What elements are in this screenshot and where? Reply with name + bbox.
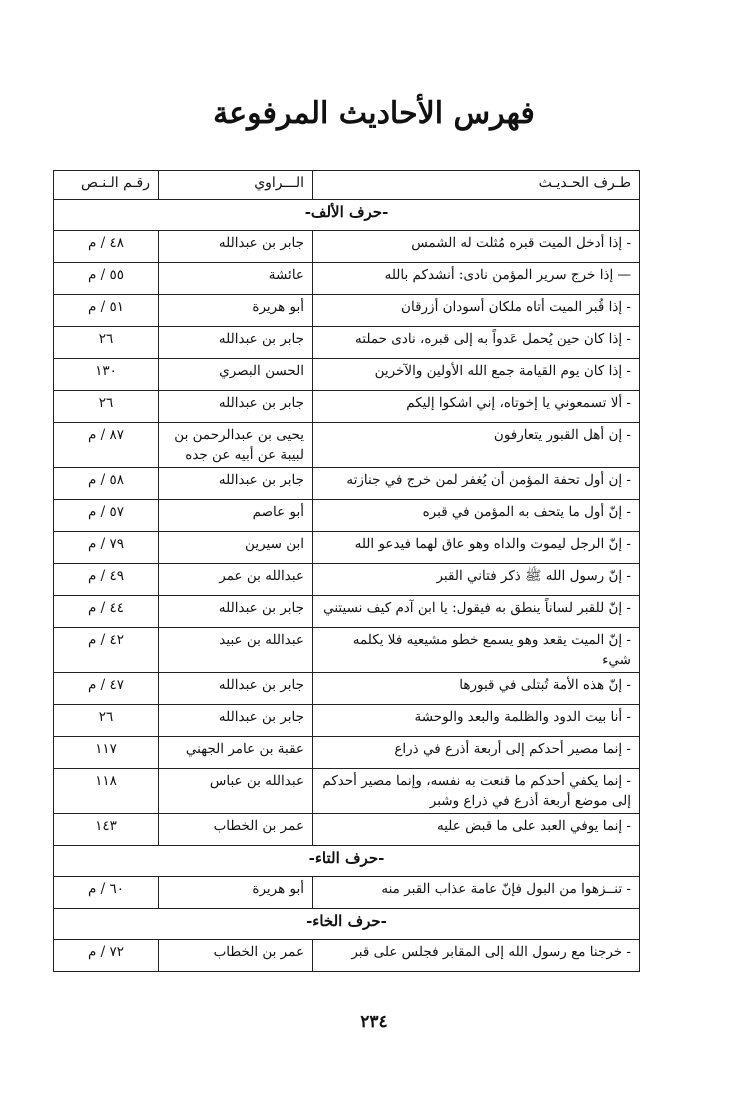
number-cell: ٢٦ [54,391,159,423]
hadith-cell: - إنما يكفي أحدكم ما قنعت به نفسه، وإنما مصير أحدكم إلى موضع أربعة أذرع في ذراع وشبر [313,769,640,814]
hadith-cell: - إنّ رسول الله ﷺ ذكر فتاني القبر [313,564,640,596]
hadith-cell: - إنّ أول ما يتحف به المؤمن في قبره [313,500,640,532]
section-row [54,200,640,231]
rawi-cell: أبو هريرة [159,877,313,909]
number-cell: ٨٧ / م [54,423,159,468]
hadith-cell: - إذا قُبر الميت أتاه ملكان أسودان أزرقان [313,295,640,327]
hadith-cell: - إنما يوفي العبد على ما قبض عليه [313,814,640,846]
header-rawi: الـــراوي [159,171,313,200]
hadith-cell: - إنّ هذه الأمة تُبتلى في قبورها [313,673,640,705]
hadith-cell: - إنّ الرجل ليموت والداه وهو عاق لهما فيدعو الله [313,532,640,564]
hadith-cell: - إن أهل القبور يتعارفون [313,423,640,468]
table-row [54,705,640,737]
table-row [54,877,640,909]
section-row [54,909,640,940]
number-cell: ٦٠ / م [54,877,159,909]
rawi-cell: جابر بن عبدالله [159,673,313,705]
hadith-cell: — إذا خرج سرير المؤمن نادى: أنشدكم بالله [313,263,640,295]
table-row [54,231,640,263]
table-header-row [54,171,640,200]
table-body [54,200,640,972]
page-number: ٢٣٤ [360,1012,388,1032]
table-row [54,359,640,391]
table-row [54,596,640,628]
rawi-cell: عقبة بن عامر الجهني [159,737,313,769]
table-row [54,500,640,532]
rawi-cell: أبو عاصم [159,500,313,532]
number-cell: ٢٦ [54,705,159,737]
table-row [54,391,640,423]
table-row [54,940,640,972]
rawi-cell: عبدالله بن عباس [159,769,313,814]
hadith-cell: - إذا كان حين يُحمل عَدواً به إلى قبره، نادى حملته [313,327,640,359]
table-row [54,263,640,295]
table-row [54,564,640,596]
hadith-cell: - تنــزهوا من البول فإنّ عامة عذاب القبر منه [313,877,640,909]
hadith-cell: - أنا بيت الدود والظلمة والبعد والوحشة [313,705,640,737]
number-cell: ٢٦ [54,327,159,359]
hadith-cell: - إذا أدخل الميت قبره مُثلت له الشمس [313,231,640,263]
rawi-cell: عمر بن الخطاب [159,940,313,972]
number-cell: ٥٥ / م [54,263,159,295]
hadith-cell: - إذا كان يوم القيامة جمع الله الأولين والآخرين [313,359,640,391]
table-row [54,628,640,673]
hadith-cell: - إنما مصير أحدكم إلى أربعة أذرع في ذراع [313,737,640,769]
number-cell: ٧٢ / م [54,940,159,972]
section-label: -حرف الألف- [54,200,640,231]
hadith-cell: - إنّ الميت يقعد وهو يسمع خطو مشيعيه فلا يكلمه شيء [313,628,640,673]
table-row [54,327,640,359]
rawi-cell: عبدالله بن عمر [159,564,313,596]
number-cell: ٤٨ / م [54,231,159,263]
rawi-cell: عمر بن الخطاب [159,814,313,846]
rawi-cell: ابن سيرين [159,532,313,564]
rawi-cell: الحسن البصري [159,359,313,391]
number-cell: ١١٨ [54,769,159,814]
header-hadith: طـرف الحـديـث [313,171,640,200]
rawi-cell: جابر بن عبدالله [159,705,313,737]
number-cell: ١٣٠ [54,359,159,391]
table-row [54,769,640,814]
section-label: -حرف التاء- [54,846,640,877]
number-cell: ٥٨ / م [54,468,159,500]
rawi-cell: جابر بن عبدالله [159,596,313,628]
section-row [54,846,640,877]
rawi-cell: عبدالله بن عبيد [159,628,313,673]
rawi-cell: عائشة [159,263,313,295]
rawi-cell: جابر بن عبدالله [159,468,313,500]
hadith-cell: - ألا تسمعوني يا إخوتاه، إني اشكوا إليكم [313,391,640,423]
page-title: فهرس الأحاديث المرفوعة [213,96,535,131]
number-cell: ٤٢ / م [54,628,159,673]
header-num: رقـم الـنـص [54,171,159,200]
table-row [54,814,640,846]
table-row [54,295,640,327]
table-row [54,737,640,769]
table-row [54,532,640,564]
rawi-cell: جابر بن عبدالله [159,231,313,263]
rawi-cell: جابر بن عبدالله [159,327,313,359]
number-cell: ٥٧ / م [54,500,159,532]
hadith-index-table [53,170,640,972]
rawi-cell: أبو هريرة [159,295,313,327]
number-cell: ٤٩ / م [54,564,159,596]
number-cell: ٤٤ / م [54,596,159,628]
rawi-cell: جابر بن عبدالله [159,391,313,423]
rawi-cell: يحيى بن عبدالرحمن بن لبيبة عن أبيه عن جده [159,423,313,468]
table-row [54,673,640,705]
hadith-cell: - إن أول تحفة المؤمن أن يُغفر لمن خرج في جنازته [313,468,640,500]
number-cell: ٧٩ / م [54,532,159,564]
table-row [54,423,640,468]
number-cell: ١٤٣ [54,814,159,846]
section-label: -حرف الخاء- [54,909,640,940]
number-cell: ٤٧ / م [54,673,159,705]
number-cell: ٥١ / م [54,295,159,327]
table-row [54,468,640,500]
hadith-cell: - خرجنا مع رسول الله إلى المقابر فجلس على قبر [313,940,640,972]
hadith-cell: - إنّ للقبر لساناً ينطق به فيقول: يا ابن آدم كيف نسيتني [313,596,640,628]
number-cell: ١١٧ [54,737,159,769]
